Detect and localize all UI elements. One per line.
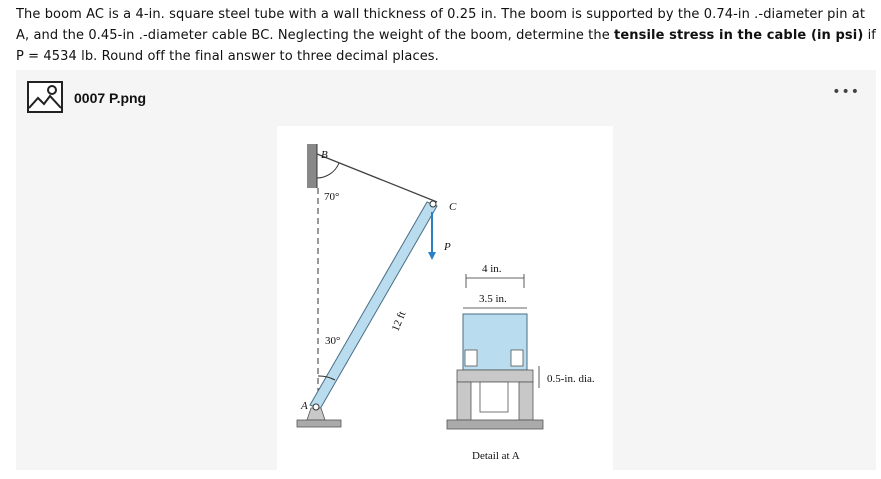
bracket-center [480,382,508,412]
ground-detail [447,420,543,429]
bracket-right [519,382,533,420]
ground-a [297,420,341,427]
boom-diagram [277,126,613,470]
detail-caption: Detail at A [472,450,520,462]
label-c: C [449,201,457,213]
image-attachment[interactable] [16,70,876,470]
angle-label-30: 30° [325,335,341,347]
wall-support [307,144,317,188]
attachment-file-name[interactable]: 0007 P.png [74,90,147,106]
dim-label-4in: 4 in. [482,263,502,275]
pin-a [313,404,319,410]
dim-label-pin: 0.5-in. dia. [547,373,595,385]
angle-label-70: 70° [324,191,340,203]
label-a: A [301,400,308,412]
clevis-right-ear [511,350,523,366]
clevis-top [457,370,533,382]
bracket-left [457,382,471,420]
angle-arc-70 [317,163,339,178]
clevis-left-ear [465,350,477,366]
label-b: B [321,149,328,161]
question-part-1: The boom AC is a 4-in. square steel tube with a wall thickness of 0.25 in. The boom is supported by the 0.74-in .-diameter pin at A, and the 0.45-in .-diameter cable BC. Neglecting the weight of the boom, determine the [16,7,866,43]
load-arrow-head [428,252,436,260]
pin-c [430,201,436,207]
boom-length-label: 12 ft [389,309,409,334]
image-file-icon [26,80,66,116]
question-part-2: if P = 4534 lb. Round off the final answer to three decimal places. [16,28,876,64]
more-options-button[interactable]: ••• [832,84,860,100]
label-p: P [444,241,451,253]
question-bold: tensile stress in the cable (in psi) [614,28,864,43]
question-text [16,4,876,67]
boom-figure [277,126,613,470]
attachment-header [26,80,146,116]
dim-label-3-5in: 3.5 in. [479,293,507,305]
